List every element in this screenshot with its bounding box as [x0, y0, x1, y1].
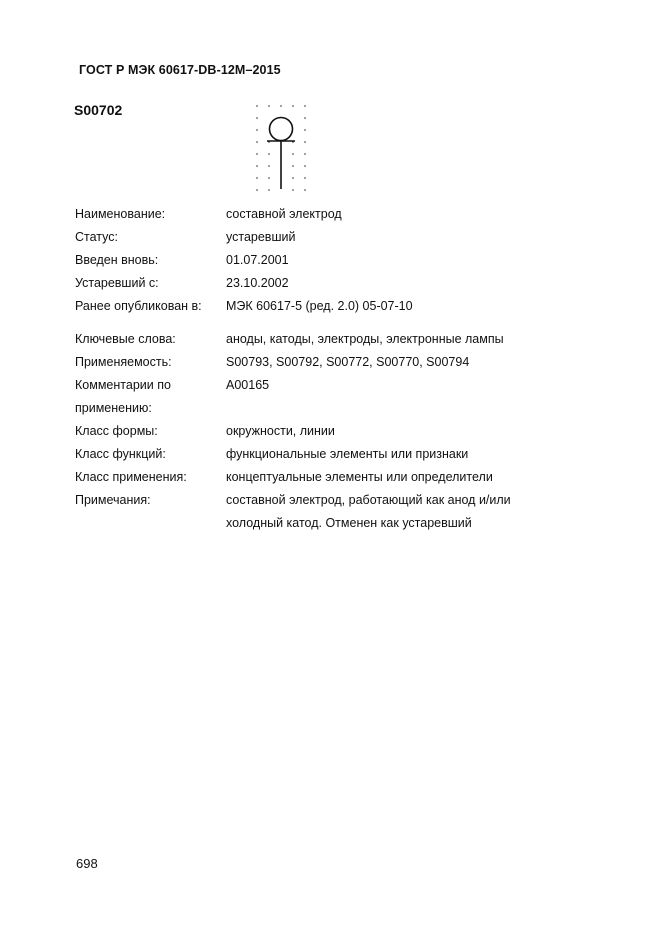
field-value: [226, 397, 595, 420]
field-value: окружности, линии: [226, 424, 335, 438]
field-label: Класс функций:: [75, 447, 166, 461]
field-label: Класс формы:: [75, 424, 158, 438]
field-row-function-class: [75, 443, 595, 466]
field-label: применению:: [75, 401, 152, 415]
field-label: Устаревший с:: [75, 276, 159, 290]
field-row-keywords: [75, 328, 595, 351]
symbol-attributes: [75, 203, 595, 535]
field-label: Статус:: [75, 230, 118, 244]
field-label: Примечания:: [75, 493, 151, 507]
field-row-name: [75, 203, 595, 226]
field-value: аноды, катоды, электроды, электронные лампы: [226, 332, 504, 346]
field-value: МЭК 60617-5 (ред. 2.0) 05-07-10: [226, 299, 413, 313]
field-value: концептуальные элементы или определители: [226, 470, 493, 484]
field-value: составной электрод, работающий как анод и/или: [226, 493, 511, 507]
field-row-application-class: [75, 466, 595, 489]
field-value: A00165: [226, 378, 270, 392]
field-value: функциональные элементы или признаки: [226, 447, 469, 461]
field-row-obsolete-since: [75, 272, 595, 295]
symbol-id: S00702: [74, 102, 123, 118]
field-row-notes: [75, 489, 595, 512]
field-value: составной электрод: [226, 207, 342, 221]
composite-electrode-symbol-icon: [252, 101, 312, 197]
field-row-application-comments: [75, 374, 595, 397]
field-value: 23.10.2002: [226, 276, 289, 290]
field-row-shape-class: [75, 420, 595, 443]
field-value: 01.07.2001: [226, 253, 289, 267]
field-row-introduced: [75, 249, 595, 272]
field-label: Введен вновь:: [75, 253, 159, 267]
field-row-application-comments-cont: [75, 397, 595, 420]
field-label: Комментарии по: [75, 378, 171, 392]
field-label: Ранее опубликован в:: [75, 299, 202, 313]
field-value: холодный катод. Отменен как устаревший: [226, 516, 472, 530]
field-value: S00793, S00792, S00772, S00770, S00794: [226, 355, 470, 369]
page-number: 698: [76, 856, 98, 871]
field-label: Класс применения:: [75, 470, 187, 484]
field-label: Ключевые слова:: [75, 332, 176, 346]
field-row-notes-cont: [75, 512, 595, 535]
field-label: Применяемость:: [75, 355, 172, 369]
section-gap: [75, 318, 595, 328]
field-value: устаревший: [226, 230, 296, 244]
field-row-applicability: [75, 351, 595, 374]
field-row-previously-published: [75, 295, 595, 318]
field-label: Наименование:: [75, 207, 166, 221]
standard-header: ГОСТ Р МЭК 60617-DB-12M–2015: [79, 63, 281, 77]
field-row-status: [75, 226, 595, 249]
field-label: [75, 512, 226, 535]
